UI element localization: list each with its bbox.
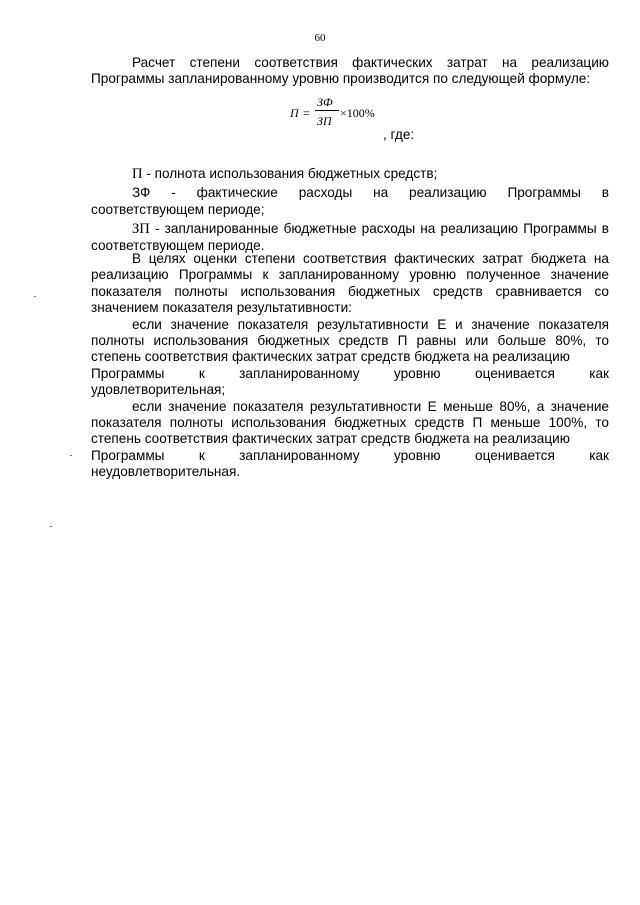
definition-zf-line-2: соответствующем периоде;	[91, 201, 265, 217]
intro-line-1: Расчет степени соответствия фактических затрат на реализацию	[132, 55, 609, 70]
definition-zp	[91, 221, 609, 254]
intro-line-2: Программы запланированному уровню производится по следующей формуле:	[91, 71, 591, 87]
definition-p	[91, 166, 609, 182]
assessment-text: В целях оценки степени соответствия фактических затрат бюджета на реализацию Программы к запланированному уровню полученное значение показателя полноты использования бюджетных средств сравнивается со значением показателя результативности:	[91, 251, 609, 316]
scan-speck	[70, 455, 72, 456]
condition-2-justified-line: Программы к запланированному уровню оценивается как	[91, 447, 609, 463]
p-symbol: П	[132, 166, 143, 182]
condition-2-body: если значение показателя результативности Е меньше 80%, а значение показателя полноты использования бюджетных средств П меньше 100%, то степень соответствия фактических затрат средств бюджета на реализацию	[91, 398, 609, 447]
definition-zf-line-1: ЗФ - фактические расходы на реализацию Программы в	[132, 185, 609, 201]
formula-equals: =	[303, 106, 310, 120]
formula-denominator: ЗП	[317, 114, 332, 128]
page-number: 60	[314, 32, 326, 44]
condition-1-tail: удовлетворительная;	[91, 382, 226, 398]
zp-symbol: ЗП	[132, 221, 150, 238]
scan-speck	[50, 526, 52, 527]
formula-multiplier: ×100%	[340, 106, 375, 120]
intro-paragraph	[91, 55, 609, 88]
fraction-bar	[315, 110, 339, 111]
formula-lhs: П	[290, 106, 299, 120]
condition-1-justified-line: Программы к запланированному уровню оценивается как	[91, 365, 609, 381]
scan-speck	[34, 296, 36, 297]
definitions-block	[91, 166, 609, 254]
zp-definition-text: - запланированные бюджетные расходы на реализацию Программы в соответствующем периоде.	[91, 221, 609, 253]
condition-2-tail: неудовлетворительная.	[91, 464, 241, 480]
formula-numerator: ЗФ	[317, 95, 333, 109]
assessment-paragraph	[91, 251, 609, 481]
where-label: , где:	[383, 127, 415, 142]
condition-1-body: если значение показателя результативности Е и значение показателя полноты использования бюджетных средств П равны или больше 80%, то степень соответствия фактических затрат средств бюджета на реализацию	[91, 316, 609, 365]
p-definition-text: - полнота использования бюджетных средств;	[142, 166, 438, 181]
